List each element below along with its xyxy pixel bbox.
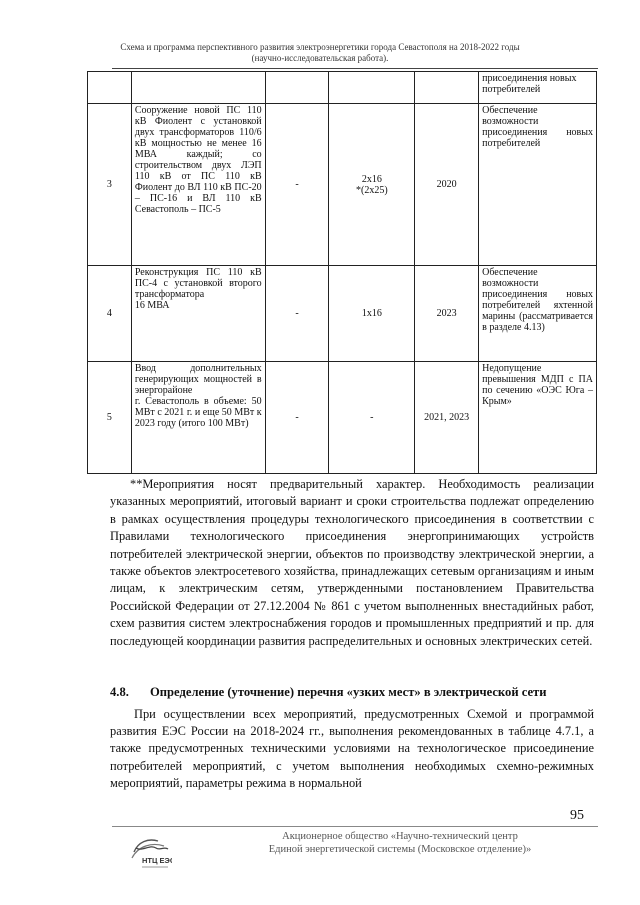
page-number: 95 — [570, 808, 584, 823]
footnote-text: **Мероприятия носят предварительный характер. Необходимость реализации указанных мероприятий, итоговый вариант и сроки строительства подлежат определению в рамках осуществления процедуры технологического присоединения в соответствии с Правилами технологического присоединения энергопринимающих устройств потребителей электрической энергии, объектов по производству электрической энергии, а также объектов электросетевого хозяйства, принадлежащих сетевым организациям и иным лицам, к электрическим сетям, утвержденными постановлением Правительства Российской Федерации от 27.12.2004 № 861 с учетом выполненных внестадийных работ, схем развития систем электроснабжения городов и промышленных предприятий и пр. для последующей координации развития распределительных и основных электрических сетей. — [110, 477, 594, 648]
table-row — [88, 266, 597, 362]
footer-line-2: Единой энергетической системы (Московское отделение)» — [268, 844, 532, 855]
row-col3: - — [265, 266, 329, 362]
row-reason: Недопущение превышения МДП с ПА по сечению «ОЭС Юга – Крым» — [479, 362, 597, 474]
row-number: 5 — [88, 362, 132, 474]
row-capacity: 1х16 — [329, 266, 415, 362]
footer-rule — [112, 826, 598, 827]
row-year: 2020 — [415, 104, 479, 266]
table-footnote — [110, 476, 594, 650]
table-row — [88, 104, 597, 266]
table-row — [88, 362, 597, 474]
row-year: 2021, 2023 — [415, 362, 479, 474]
row-number: 4 — [88, 266, 132, 362]
header-rule — [112, 68, 598, 69]
row-number: 3 — [88, 104, 132, 266]
page-header — [80, 42, 560, 64]
row-description: Сооружение новой ПС 110 кВ Фиолент с установкой двух трансформаторов 110/6 кВ мощностью не менее 16 МВА каждый; со строительством двух ЛЭП 110 кВ от ПС 110 кВ Фиолент до ВЛ 110 кВ ПС-20 – ПС-16 и ВЛ 110 кВ Севастополь – ПС-5 — [131, 104, 265, 266]
continuation-text: присоединения новых потребителей — [479, 72, 597, 104]
row-description: Реконструкция ПС 110 кВ ПС-4 с установкой второго трансформатора 16 МВА — [131, 266, 265, 362]
row-reason: Обеспечение возможности присоединения новых потребителей яхтенной марины (рассматривается в разделе 4.13) — [479, 266, 597, 362]
row-col3: - — [265, 104, 329, 266]
footer-organization — [230, 830, 570, 856]
row-year: 2023 — [415, 266, 479, 362]
body-paragraph — [110, 706, 594, 792]
row-reason: Обеспечение возможности присоединения новых потребителей — [479, 104, 597, 266]
measures-table — [87, 71, 597, 474]
section-number: 4.8. — [110, 685, 129, 699]
header-line-1: Схема и программа перспективного развития электроэнергетики города Севастополя на 2018-2022 годы — [120, 42, 520, 52]
ntc-ees-logo — [128, 832, 172, 876]
paragraph-text: При осуществлении всех мероприятий, предусмотренных Схемой и программой развития ЕЭС России на 2018-2024 гг., выполнения рекомендованных в таблице 4.7.1, а также предусмотренных техническими условиями на технологическое присоединение потребителей мероприятий, с учетом выполнения необходимых схемно-режимных мероприятий, параметры режима в нормальной — [110, 707, 594, 790]
row-description: Ввод дополнительных генерирующих мощностей в энергорайоне г. Севастополь в объеме: 50 МВт с 2021 г. и еще 50 МВт к 2023 году (итого 100 МВт) — [131, 362, 265, 474]
row-capacity: - — [329, 362, 415, 474]
row-capacity: 2х16 *(2х25) — [329, 104, 415, 266]
section-heading — [110, 685, 600, 700]
section-title: Определение (уточнение) перечня «узких мест» в электрической сети — [150, 685, 547, 699]
header-line-2: (научно-исследовательская работа). — [251, 53, 389, 63]
row-col3: - — [265, 362, 329, 474]
footer-line-1: Акционерное общество «Научно-технический центр — [282, 831, 518, 842]
logo-text: НТЦ ЕЭС — [142, 856, 172, 865]
table-row-continuation — [88, 72, 597, 104]
